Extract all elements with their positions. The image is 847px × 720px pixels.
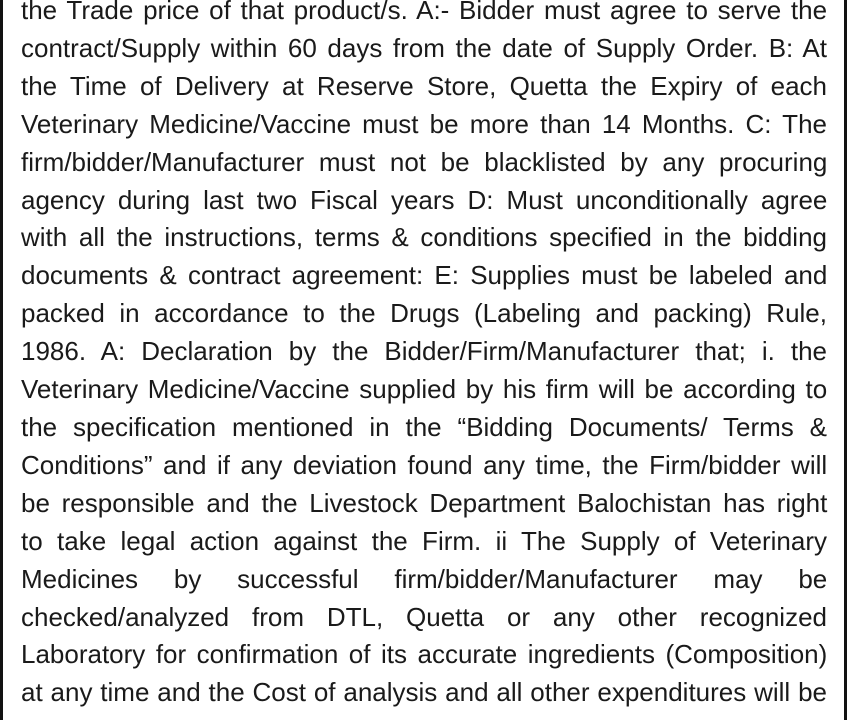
text-line: checked/analyzed from DTL, Quetta or any other recognized — [21, 601, 827, 632]
text-line: Veterinary Medicine/Vaccine supplied by his firm will be according to — [21, 374, 828, 405]
text-line: be responsible and the Livestock Department Balochistan has right — [21, 487, 828, 518]
text-line: packed in accordance to the Drugs (Labeling and packing) Rule, — [21, 298, 827, 329]
text-line: Veterinary Medicine/Vaccine must be more than 14 Months. C: The — [21, 108, 827, 139]
document-text-block — [21, 0, 827, 712]
text-line: Laboratory for confirmation of its accurate ingredients (Composition) — [21, 639, 828, 670]
text-line: firm/bidder/Manufacturer must not be blacklisted by any procuring — [21, 146, 828, 177]
text-line: at any time and the Cost of analysis and all other expenditures will be — [21, 677, 827, 708]
text-line: with all the instructions, terms & conditions specified in the bidding — [21, 222, 827, 253]
text-line: contract/Supply within 60 days from the date of Supply Order. B: At — [21, 32, 827, 63]
text-line: Conditions” and if any deviation found any time, the Firm/bidder will — [21, 449, 828, 480]
text-line: the Time of Delivery at Reserve Store, Quetta the Expiry of each — [21, 70, 827, 101]
text-line: the specification mentioned in the “Bidding Documents/ Terms & — [21, 411, 827, 442]
text-line: agency during last two Fiscal years D: Must unconditionally agree — [21, 184, 828, 215]
text-line: Medicines by successful firm/bidder/Manufacturer may be — [21, 563, 828, 594]
text-line: documents & contract agreement: E: Supplies must be labeled and — [21, 260, 828, 291]
text-line: the Trade price of that product/s. A:- Bidder must agree to serve the — [21, 0, 828, 25]
text-line: 1986. A: Declaration by the Bidder/Firm/Manufacturer that; i. the — [21, 336, 827, 367]
text-line: to take legal action against the Firm. ii The Supply of Veterinary — [21, 525, 827, 556]
